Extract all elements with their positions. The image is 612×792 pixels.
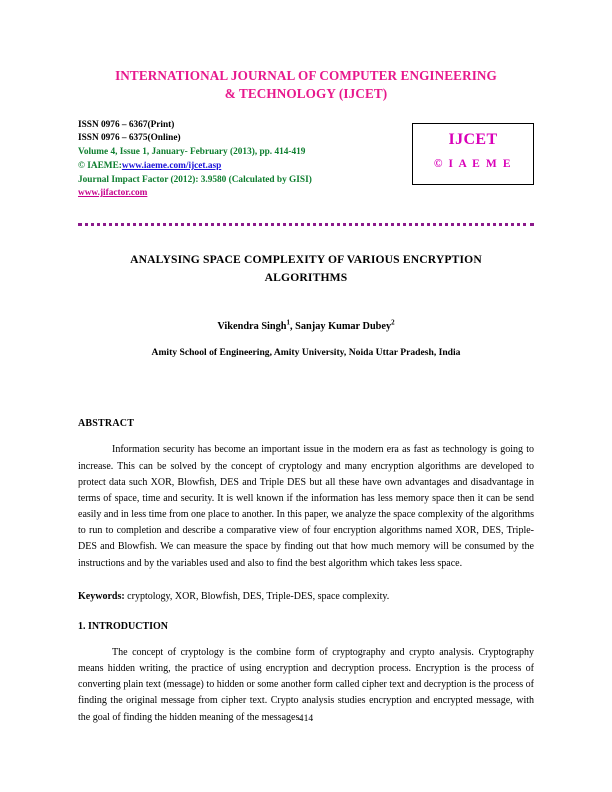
keywords-line (78, 589, 534, 605)
page-number: 414 (298, 713, 314, 724)
affiliation-line: Amity School of Engineering, Amity University, Noida Uttar Pradesh, India (151, 347, 461, 359)
dotted-divider-line (78, 222, 534, 226)
author2-superscript: 2 (391, 318, 395, 327)
abstract-text: Information security has become an important issue in the modern era as fast as technology is going to increase. This can be solved by the concept of cryptology and many encryption algorithms are developed to protect data such XOR, Blowfish, DES and Triple DES but all these have own advantages and disadvantage in terms of space, time and security. It is well known if the information has less memory space then it can be send easily and in less time from one place to another. In this paper, we analyze the space complexity of the algorithms to run to completion and describe a comparative view of four encryption algorithms named XOR, DES, Triple-DES and Blowfish. We can measure the space by finding out that how much memory will be consumed by the instructions and by the variables used and also to find the best algorithm which takes less space. (78, 444, 534, 569)
introduction-text: The concept of cryptology is the combine form of cryptography and crypto analysis. Cryptography means hidden writing, the practice of using encryption and decryption process. Encryption is the process of converting plain text (message) to hidden or some another form called cipher text and decryption is the process of finding the original message from cipher text. Crypto analysis studies encryption and encrypted message, with the goal of finding the hidden meaning of the messages. (78, 646, 534, 723)
authors-line (78, 319, 534, 332)
impact-factor-line: Journal Impact Factor (2012): 3.9580 (Calculated by GISI) (78, 174, 312, 185)
issn-print: ISSN 0976 – 6367(Print) (78, 119, 175, 130)
paper-title-line1: ANALYSING SPACE COMPLEXITY OF VARIOUS ENCRYPTION (130, 253, 482, 267)
journal-title (78, 67, 534, 103)
ijcet-logo-name: IJCET (448, 130, 498, 148)
paper-title-line2: ALGORITHMS (264, 270, 348, 284)
authors-names: Vikendra Singh$^1$, Sanjay Kumar Dubey$^2$ (217, 318, 395, 333)
page-title (78, 251, 534, 286)
iaeme-website-link[interactable]: www.iaeme.com/ijcet.asp (121, 160, 222, 171)
introduction-heading: 1. INTRODUCTION (78, 620, 169, 632)
volume-issue-line: Volume 4, Issue 1, January- February (2013), pp. 414-419 (78, 147, 306, 158)
journal-title-line2: & TECHNOLOGY (IJCET) (224, 85, 388, 101)
issn-online: ISSN 0976 – 6375(Online) (78, 133, 181, 144)
author1-superscript: 1 (286, 318, 291, 327)
issn-block (78, 119, 408, 202)
masthead (78, 119, 534, 202)
iaeme-logo-text: © I A E M E (433, 157, 513, 170)
jifactor-link[interactable]: www.jifactor.com (78, 188, 148, 199)
journal-title-line1: INTERNATIONAL JOURNAL OF COMPUTER ENGINEERING (115, 68, 497, 83)
iaeme-prefix: © IAEME: (78, 160, 122, 171)
abstract-heading: ABSTRACT (78, 418, 135, 430)
keywords-label: Keywords: (78, 590, 125, 602)
dotted-divider (78, 219, 534, 229)
keywords-value: cryptology, XOR, Blowfish, DES, Triple-DES, space complexity. (124, 590, 390, 602)
ijcet-logo-box (412, 123, 534, 185)
